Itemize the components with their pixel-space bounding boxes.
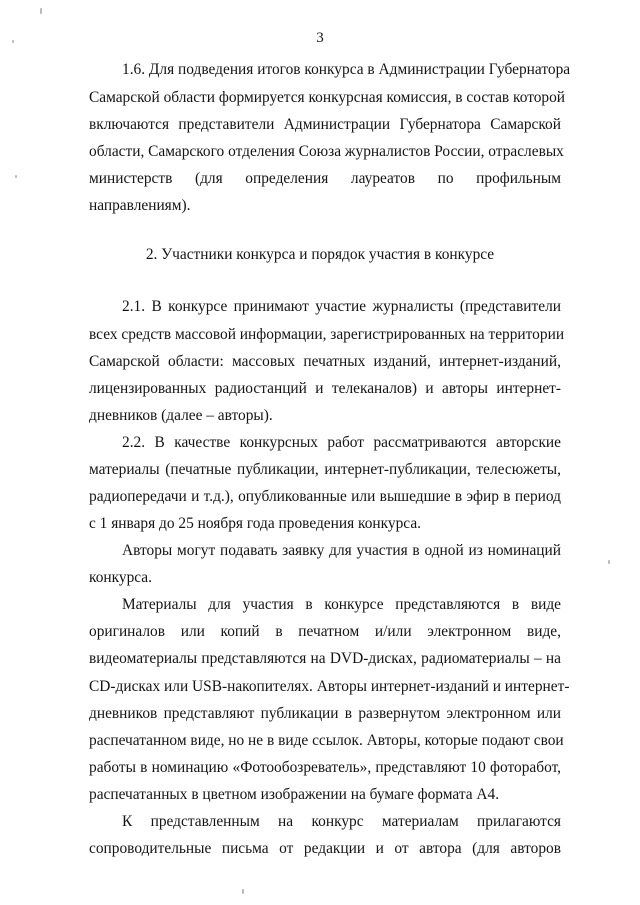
text-line: Авторы могут подавать заявку для участия в одной из номинаций xyxy=(122,542,561,559)
text-line: К представленным на конкурс материалам прилагаются xyxy=(122,813,561,830)
text-line: конкурса. xyxy=(89,569,152,586)
scan-speck xyxy=(608,560,610,564)
scan-speck xyxy=(12,40,14,43)
scan-speck xyxy=(15,175,17,178)
text-line: оригиналов или копий в печатном и/или электронном виде, xyxy=(89,623,561,640)
text-line: работы в номинацию «Фотообозреватель», представляют 10 фоторабот, xyxy=(89,759,561,776)
scan-speck xyxy=(40,8,42,14)
text-line: CD-дисках или USB-накопителях. Авторы интернет-изданий и интернет- xyxy=(89,678,570,695)
text-line: 2.2. В качестве конкурсных работ рассматриваются авторские xyxy=(122,434,561,451)
text-line: дневников представляют публикации в развернутом электронном или xyxy=(89,705,561,722)
page-number: 3 xyxy=(316,30,324,46)
scan-speck xyxy=(242,889,244,894)
text-line: материалы (печатные публикации, интернет-публикации, телесюжеты, xyxy=(89,461,561,478)
text-line: 1.6. Для подведения итогов конкурса в Администрации Губернатора xyxy=(122,61,571,78)
text-line: всех средств массовой информации, зарегистрированных на территории xyxy=(89,326,565,343)
section-heading: 2. Участники конкурса и порядок участия в конкурсе xyxy=(145,246,495,263)
text-line: Самарской области формируется конкурсная комиссия, в состав которой xyxy=(89,89,566,106)
text-line: видеоматериалы представляются на DVD-дисках, радиоматериалы – на xyxy=(89,650,561,667)
text-line: лицензированных радиостанций и телеканалов) и авторы интернет- xyxy=(89,380,561,397)
text-line: 2.1. В конкурсе принимают участие журналисты (представители xyxy=(122,298,561,315)
text-line: Материалы для участия в конкурсе представляются в виде xyxy=(122,596,561,613)
text-line: с 1 января до 25 ноября года проведения конкурса. xyxy=(89,515,421,532)
text-line: министерств (для определения лауреатов по профильным xyxy=(89,170,561,187)
text-line: распечатанном виде, но не в виде ссылок. Авторы, которые подают свои xyxy=(89,732,564,749)
text-line: сопроводительные письма от редакции и от автора (для авторов xyxy=(89,840,561,857)
text-line: распечатанных в цветном изображении на бумаге формата А4. xyxy=(89,786,500,803)
text-line: включаются представители Администрации Губернатора Самарской xyxy=(89,116,561,133)
text-line: дневников (далее – авторы). xyxy=(89,407,273,424)
text-line: направлениям). xyxy=(89,197,191,214)
text-line: радиопередачи и т.д.), опубликованные или вышедшие в эфир в период xyxy=(89,488,561,505)
text-line: Самарской области: массовых печатных изданий, интернет-изданий, xyxy=(89,353,561,370)
text-line: области, Самарского отделения Союза журналистов России, отраслевых xyxy=(89,143,564,160)
